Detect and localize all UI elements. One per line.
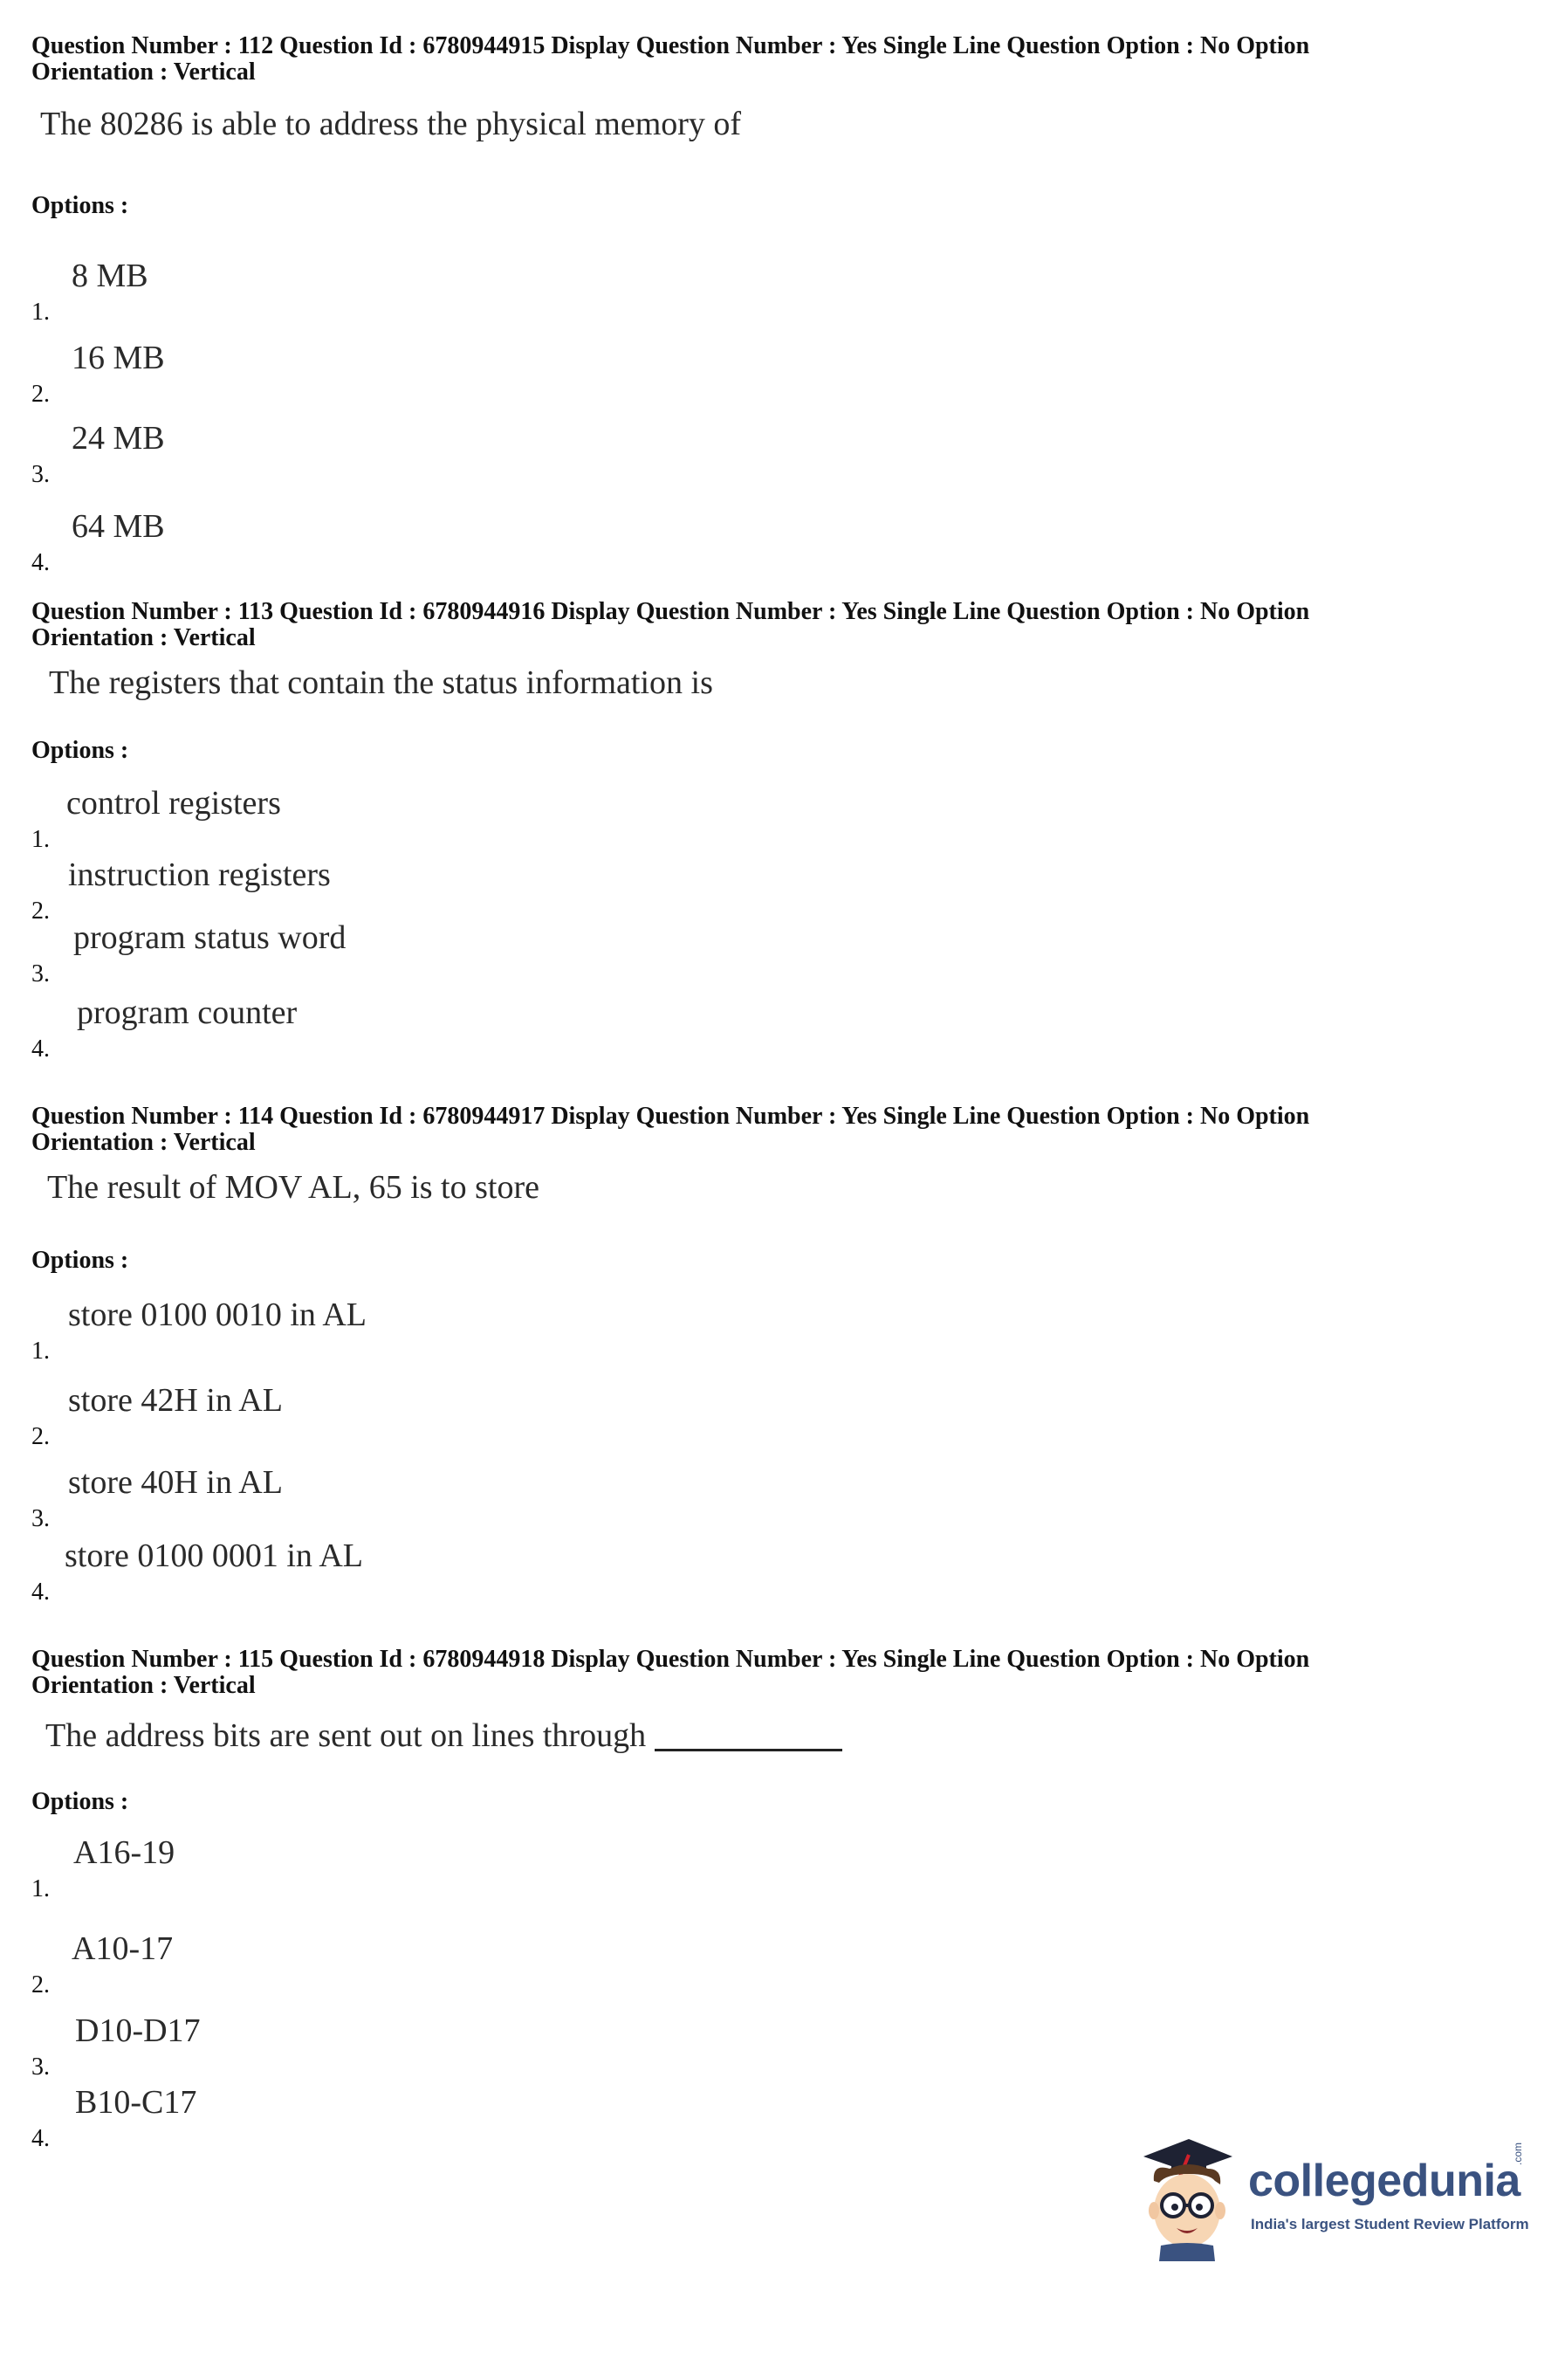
- option-number: 4.: [31, 1035, 50, 1063]
- option-number: 2.: [31, 381, 50, 408]
- option-number: 4.: [31, 2125, 50, 2152]
- option-text: A16-19: [73, 1834, 175, 1871]
- option-number: 2.: [31, 898, 50, 925]
- question-meta: Question Number : 114 Question Id : 6780944917 Display Question Number : Yes Single Line Question Option : No Option: [31, 1103, 1310, 1130]
- logo-wordmark: collegedunia: [1248, 2156, 1520, 2206]
- option-item[interactable]: [31, 1929, 817, 1999]
- option-number: 2.: [31, 1423, 50, 1450]
- option-text: store 0100 0001 in AL: [65, 1537, 363, 1574]
- option-item[interactable]: [31, 419, 817, 489]
- option-number: 3.: [31, 1505, 50, 1532]
- option-text: store 40H in AL: [68, 1464, 283, 1501]
- question-stem: The result of MOV AL, 65 is to store: [47, 1169, 539, 1206]
- option-item[interactable]: [31, 257, 817, 327]
- option-text: 8 MB: [72, 258, 148, 294]
- option-number: 2.: [31, 1971, 50, 1998]
- question-stem: [45, 1716, 842, 1755]
- option-number: 3.: [31, 461, 50, 488]
- options-label: Options :: [31, 737, 129, 764]
- option-number: 3.: [31, 2053, 50, 2081]
- question-block: [31, 1103, 1515, 1606]
- question-meta-orientation: Orientation : Vertical: [31, 1672, 256, 1699]
- question-meta: Question Number : 113 Question Id : 6780944916 Display Question Number : Yes Single Line Question Option : No Option: [31, 598, 1310, 625]
- mascot-icon: [1135, 2130, 1239, 2261]
- option-item[interactable]: [31, 918, 817, 988]
- option-text: A10-17: [72, 1930, 174, 1967]
- option-item[interactable]: [31, 1833, 817, 1903]
- answer-blank: [655, 1749, 842, 1751]
- logo-domain: .com: [1512, 2142, 1524, 2165]
- option-number: 1.: [31, 1875, 50, 1902]
- options-label: Options :: [31, 1788, 129, 1815]
- option-item[interactable]: [31, 2012, 817, 2081]
- option-text: 16 MB: [72, 340, 165, 376]
- question-meta-orientation: Orientation : Vertical: [31, 58, 256, 86]
- option-text: program counter: [77, 994, 298, 1031]
- logo-tagline: India's largest Student Review Platform: [1251, 2216, 1529, 2232]
- question-meta-orientation: Orientation : Vertical: [31, 624, 256, 651]
- option-text: instruction registers: [68, 856, 331, 893]
- option-number: 1.: [31, 299, 50, 326]
- collegedunia-logo[interactable]: [1135, 2130, 1536, 2261]
- option-item[interactable]: [31, 994, 817, 1063]
- option-text: 24 MB: [72, 420, 165, 457]
- question-stem: The registers that contain the status information is: [49, 664, 713, 701]
- option-number: 4.: [31, 549, 50, 576]
- question-stem-text: The address bits are sent out on lines through: [45, 1717, 647, 1754]
- option-number: 4.: [31, 1579, 50, 1606]
- option-text: store 0100 0010 in AL: [68, 1297, 367, 1333]
- option-text: D10-D17: [75, 2012, 201, 2049]
- option-item[interactable]: [31, 507, 817, 577]
- question-block: [31, 1646, 1515, 2152]
- option-item[interactable]: [31, 2083, 817, 2153]
- option-item[interactable]: [31, 856, 817, 925]
- question-stem: The 80286 is able to address the physical memory of: [40, 106, 742, 142]
- option-text: store 42H in AL: [68, 1382, 283, 1419]
- option-item[interactable]: [31, 784, 817, 854]
- option-item[interactable]: [31, 339, 817, 409]
- options-label: Options :: [31, 1247, 129, 1274]
- option-item[interactable]: [31, 1296, 817, 1365]
- question-meta-orientation: Orientation : Vertical: [31, 1129, 256, 1156]
- option-item[interactable]: [31, 1537, 817, 1606]
- question-block: [31, 598, 1515, 1063]
- option-item[interactable]: [31, 1463, 817, 1533]
- option-text: control registers: [66, 785, 281, 822]
- question-meta: Question Number : 112 Question Id : 6780944915 Display Question Number : Yes Single Line Question Option : No Option: [31, 32, 1310, 59]
- option-text: program status word: [73, 919, 347, 956]
- option-text: B10-C17: [75, 2084, 197, 2121]
- question-meta: Question Number : 115 Question Id : 6780944918 Display Question Number : Yes Single Line Question Option : No Option: [31, 1646, 1310, 1673]
- question-block: [31, 32, 1515, 576]
- option-number: 1.: [31, 1338, 50, 1365]
- option-text: 64 MB: [72, 508, 165, 545]
- option-item[interactable]: [31, 1381, 817, 1451]
- options-label: Options :: [31, 192, 129, 219]
- option-number: 3.: [31, 960, 50, 987]
- option-number: 1.: [31, 826, 50, 853]
